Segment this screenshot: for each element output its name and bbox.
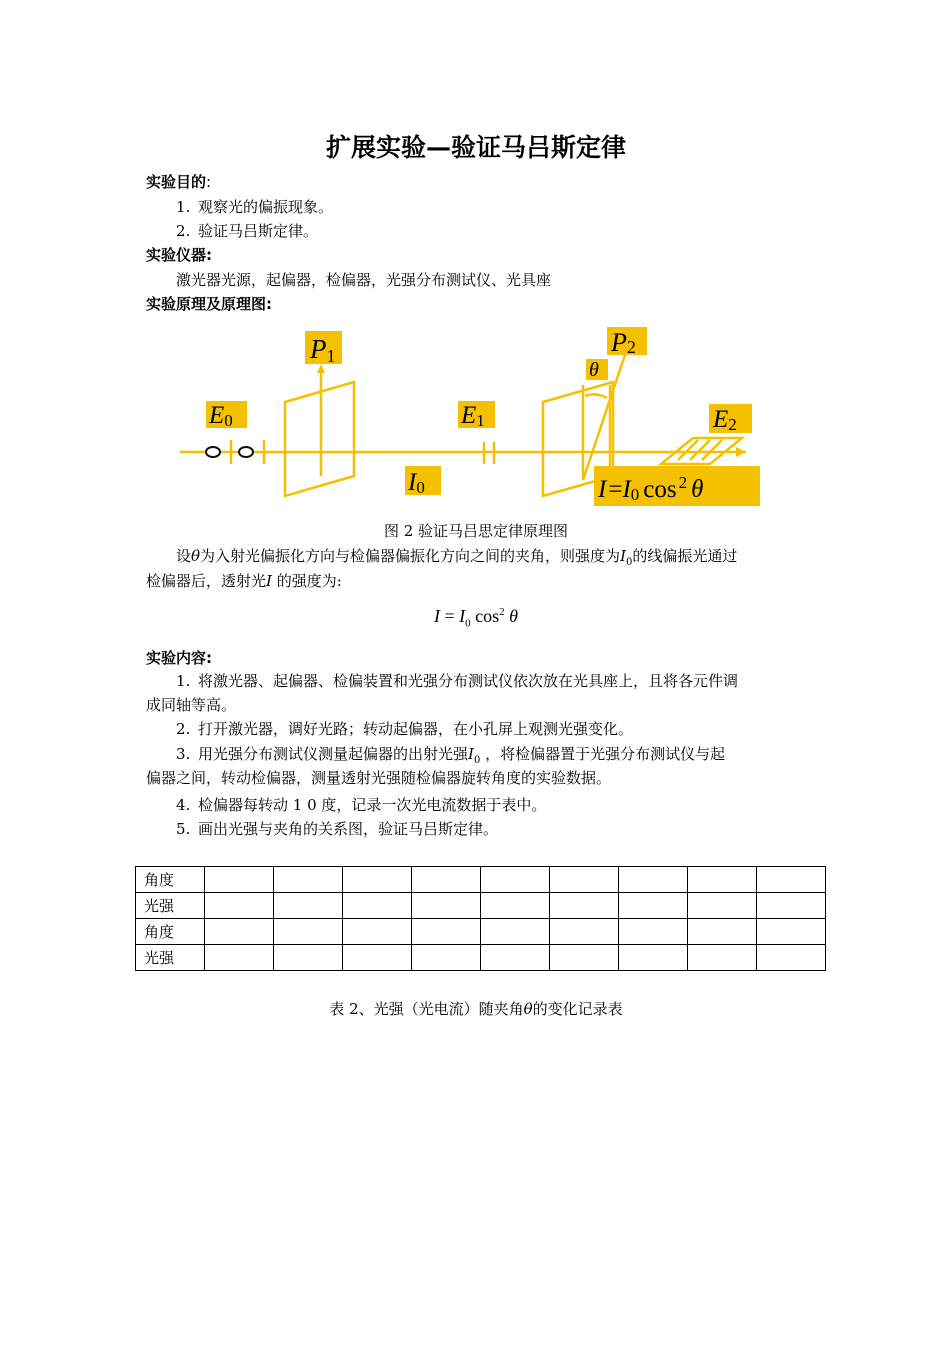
p1-arrow-icon	[317, 364, 325, 373]
record-table	[135, 866, 826, 971]
content-item-1: 1. 将激光器、起偏器、检偏装置和光强分布测试仪依次放在光具座上，且将各元件调	[176, 672, 739, 690]
principle-heading: 实验原理及原理图:	[146, 295, 272, 313]
table-caption: 表 2、光强（光电流）随夹角θ的变化记录表	[329, 1000, 623, 1018]
purpose-item-1: 1. 观察光的偏振现象。	[176, 198, 334, 216]
row-label: 角度	[136, 867, 205, 893]
page-title: 扩展实验—验证马吕斯定律	[325, 133, 626, 162]
axis-arrow	[736, 447, 746, 457]
svg-text:I=I0cos2θ: I=I0 cos $^2$ θ	[598, 473, 704, 504]
equipment-heading: 实验仪器:	[146, 246, 212, 264]
content-item-3: 3. 用光强分布测试仪测量起偏器的出射光强$I_0$ ，将检偏器置于光强分布测试仪与起	[176, 745, 726, 766]
row-label: 角度	[136, 919, 205, 945]
principle-paragraph-line1: 设θ为入射光偏振化方向与检偏器偏振化方向之间的夹角，则强度为$I_0$的线偏振光通过	[176, 547, 738, 568]
content-item-4: 4. 检偏器每转动 1 0 度，记录一次光电流数据于表中。	[176, 796, 547, 814]
laser-source-left-icon	[206, 447, 220, 457]
svg-text:θ: θ	[589, 359, 599, 381]
principle-paragraph-line2: 检偏器后，透射光I 的强度为:	[146, 572, 342, 590]
malus-formula: $I = I_0$ $\cos^2 \theta$	[434, 606, 518, 630]
figure-caption: 图 2 验证马吕思定律原理图	[383, 522, 569, 540]
laser-source-right-icon	[239, 447, 253, 457]
svg-text:E1: E1	[461, 402, 485, 430]
content-item-3-cont: 偏器之间，转动检偏器，测量透射光强随检偏器旋转角度的实验数据。	[146, 769, 612, 787]
purpose-item-2: 2. 验证马吕斯定律。	[176, 222, 319, 240]
content-item-2: 2. 打开激光器，调好光路；转动起偏器，在小孔屏上观测光强变化。	[176, 720, 634, 738]
svg-text:P1: P1	[310, 334, 336, 366]
row-label: 光强	[136, 893, 205, 919]
theta-arc	[585, 394, 607, 398]
equipment-text: 激光器光源，起偏器，检偏器，光强分布测试仪、光具座	[176, 271, 552, 289]
svg-text:E2: E2	[713, 406, 737, 434]
purpose-heading: 实验目的:	[146, 173, 212, 191]
svg-text:I0: I0	[408, 469, 425, 497]
table-row	[136, 867, 826, 893]
table-row	[136, 919, 826, 945]
svg-text:E0: E0	[209, 402, 233, 430]
polarizer-p1	[285, 382, 354, 496]
diagram-labels	[206, 327, 760, 506]
content-heading: 实验内容:	[146, 649, 212, 667]
content-item-1-cont: 成同轴等高。	[146, 696, 237, 714]
svg-text:P2: P2	[611, 328, 636, 357]
row-label: 光强	[136, 945, 205, 971]
table-row	[136, 893, 826, 919]
content-item-5: 5. 画出光强与夹角的关系图，验证马吕斯定律。	[176, 820, 499, 838]
table-row	[136, 945, 826, 971]
